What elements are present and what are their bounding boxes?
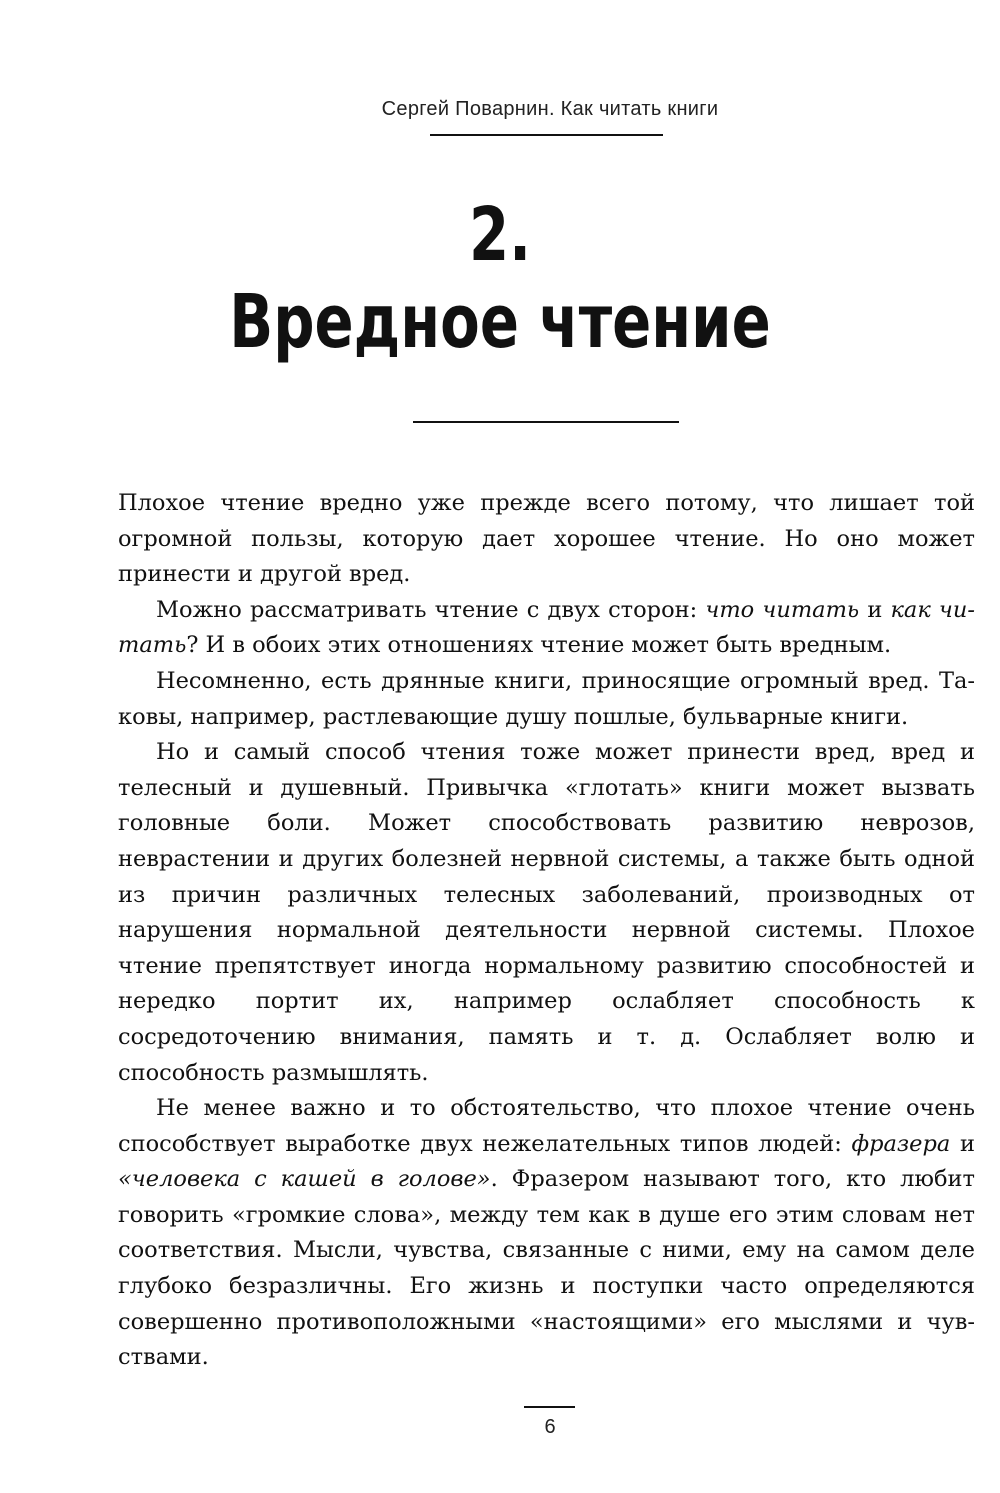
text-segment: Можно рассматривать чтение с двух сторон: — [156, 596, 706, 623]
text-segment: и — [950, 1130, 975, 1157]
page-number-rule — [524, 1406, 575, 1408]
text-segment: Плохое чтение вредно уже прежде всего потому, что лишает той огромной пользы, которую дает хорошее чтение. Но оно может принести и другой вред. — [118, 490, 975, 588]
text-segment: Но и самый способ чтения тоже может принести вред, вред и телесный и душевный. Привычка «глотать» книги может вызвать головные боли. Может способствовать развитию неврозов, неврастении и других болезней нервной системы, а также быть одной из причин различных телесных заболеваний, производных от нарушения нормальной деятельности нервной системы. Плохое чтение препятствует иногда нормальному развитию способностей и нередко портит их, например ослабляет способность к сосредоточению внимания, память и т. д. Ослабляет волю и способность размышлять. — [118, 739, 975, 1086]
page-number: 6 — [544, 1416, 556, 1438]
chapter-title: Вредное чтение — [229, 279, 771, 365]
chapter-number: 2. — [468, 192, 532, 278]
paragraph — [118, 735, 975, 1091]
text-segment: Не менее важно и то обстоятельство, что плохое чтение очень способствует выработке двух нежелательных типов людей: — [118, 1095, 975, 1157]
italic-text: «человека с кашей в голове» — [118, 1166, 491, 1193]
body-text — [118, 486, 975, 1376]
running-head-rule — [430, 134, 663, 136]
italic-text: как читать — [118, 596, 975, 659]
text-segment: ? И в обоих этих отношениях чтение может быть вредным. — [186, 632, 892, 659]
paragraph — [118, 486, 975, 593]
paragraph — [118, 664, 975, 735]
italic-text: что читать — [705, 596, 860, 623]
italic-text: фразера — [851, 1130, 951, 1157]
paragraph — [118, 593, 975, 664]
running-head: Сергей Поварнин. Как читать книги — [381, 98, 719, 120]
text-segment: . Фразером называют того, кто любит говорить «громкие слова», между тем как в душе его этим словам нет соответствия. Мысли, чувства, связанные с ними, ему на самом деле глубоко безразличны. Его жизнь и поступки часто определяются совершенно противоположными «настоящими» его мыслями и чувствами. — [118, 1166, 975, 1371]
paragraph — [118, 1091, 975, 1376]
title-rule — [413, 421, 679, 423]
text-segment: и — [859, 596, 891, 623]
text-segment: Несомненно, есть дрянные книги, приносящие огромный вред. Таковы, например, растлевающие душу пошлые, бульварные книги. — [118, 667, 975, 730]
